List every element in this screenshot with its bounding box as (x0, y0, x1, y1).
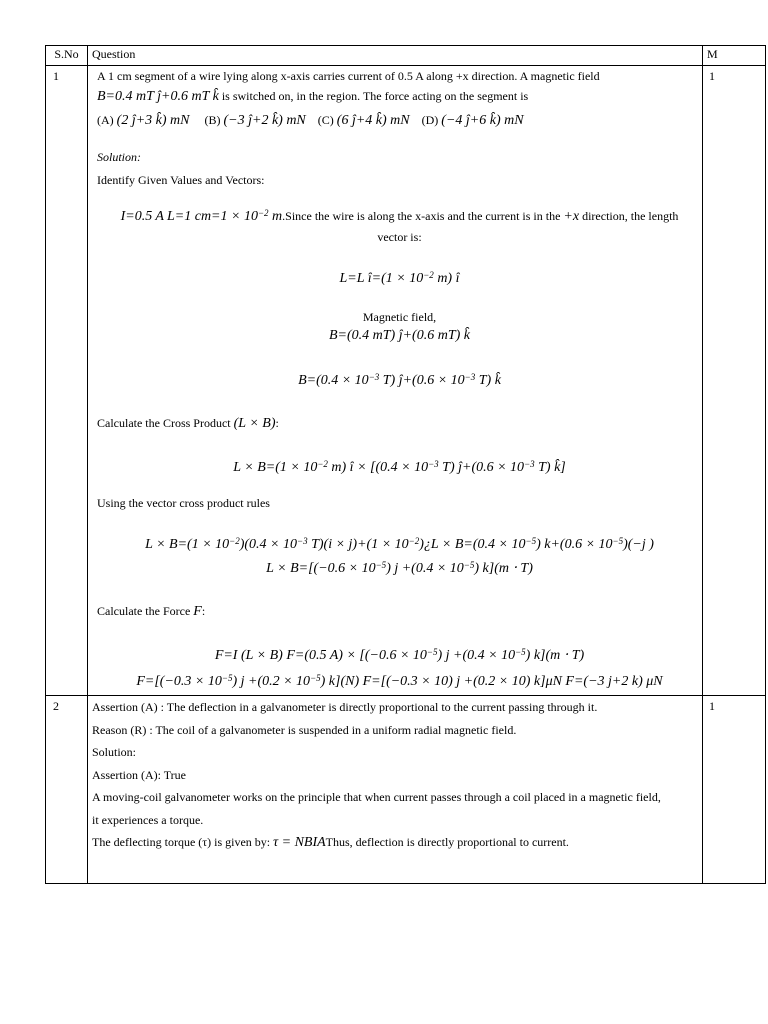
current-value: I=0.5 A (120, 209, 164, 224)
magnetic-field-caption: Magnetic field, (362, 310, 437, 324)
option-c: (6 ĵ+4 k̂) mN (336, 113, 410, 128)
length-explanation-tail: direction, the length (582, 209, 679, 223)
option-a-label: (A) (97, 113, 114, 127)
answer-key-sheet (45, 45, 766, 884)
torque-text: The deflecting torque (τ) is given by: (92, 835, 271, 849)
question-number: 2 (46, 696, 88, 884)
blank-space (92, 855, 702, 883)
question-header: Question (88, 46, 703, 66)
table-row (46, 66, 766, 696)
reason-text: Reason (R) : The coil of a galvanometer is suspended in a uniform radial magnetic field. (92, 722, 517, 737)
cross-rules-equation-2: $L \times B=[(-0.6 \times 10^{-5})$ $j +(0.4 \times 10^{-5})$ k](m ⋅ T) (266, 560, 533, 576)
sno-header: S.No (46, 46, 88, 66)
cross-product-heading: Calculate the Cross Product (97, 416, 231, 430)
field-equation-2: $B=(0.4 \times 10^{-3}$ T) ĵ+(0.6 × $10^{-3}$ T) k̂ (298, 372, 501, 388)
assertion-true-text: Assertion (A): True (92, 767, 187, 782)
option-b-label: (B) (204, 113, 221, 127)
given-values-heading: Identify Given Values and Vectors: (97, 173, 265, 187)
question-stem-line-2 (97, 85, 702, 108)
torque-line (92, 831, 702, 855)
solution-label: Solution: (97, 150, 141, 164)
force-equation-2: $F=[(-0.3 \times 10^{-5})$ $j +(0.2 \times 10^{-5})$ k](N) F=[(−0.3 × 10) j +(0.2 × 10) k]μN F=(−3 j+2 k) μN (136, 673, 663, 689)
table-row (46, 696, 766, 884)
option-b: (−3 ĵ+2 k̂) mN (223, 113, 306, 128)
solution-label: Solution: (92, 745, 137, 759)
force-heading: Calculate the Force (97, 604, 191, 618)
principle-text: A moving-coil galvanometer works on the principle that when current passes through a coil placed in a magnetic field, (92, 790, 661, 804)
question-marks: 1 (703, 696, 766, 884)
question-table (45, 45, 766, 884)
question-stem: A 1 cm segment of a wire lying along x-axis carries current of 0.5 A along +x direction. A magnetic field (97, 69, 600, 83)
cross-product-equation: $L \times B=(1 \times 10^{-2}$ m) î × [($0.4 \times 10^{-3}$ T) ĵ+(0.6 × $10^{-3}$ T) k̂] (233, 459, 566, 475)
length-value: L=1 $cm=1 \times 10^{-2}$ m (167, 208, 283, 224)
principle-text-2: it experiences a torque. (92, 812, 204, 827)
torque-equation: τ = NBIA (273, 835, 326, 850)
option-d-label: (D) (421, 113, 439, 127)
question-number: 1 (46, 66, 88, 696)
option-a: (2 ĵ+3 k̂) mN (116, 113, 190, 128)
option-d: (−4 ĵ+6 k̂) mN (441, 113, 524, 128)
question-cell (88, 66, 703, 696)
force-symbol: F (193, 604, 202, 619)
question-marks: 1 (703, 66, 766, 696)
conclusion-text: Thus, deflection is directly proportional to current. (325, 835, 569, 849)
question-cell (88, 696, 703, 884)
cross-product-expression: (L × B) (233, 416, 276, 431)
option-c-label: (C) (317, 113, 334, 127)
options-row (97, 108, 702, 133)
cross-product-heading-row: Calculate the Cross Product (L × B): (97, 416, 279, 431)
cross-rules-equation-1: $L \times B=(1 \times 10^{-2})(0.4 \times 10^{-3}$ $T)(i \times j)+(1 \times 10^{-2})¿L \times B=(0.4 \times 10^{-5})$ $k+(0.6 \times 10^{-5})(-j$ ) (145, 536, 654, 552)
plus-x-direction: +x (563, 209, 580, 224)
field-expression: B=0.4 mT ĵ+0.6 mT k̂ (97, 89, 219, 104)
marks-header: M (703, 46, 766, 66)
force-equation-1: F=I (L × B) F=(0.5 $A) \times [(-0.6 \times 10^{-5})$ $j +(0.4 \times 10^{-5})$ k](m ⋅ T) (214, 647, 585, 663)
table-header-row (46, 46, 766, 66)
question-stem-tail: is switched on, in the region. The force acting on the segment is (221, 89, 529, 103)
cross-rules-text: Using the vector cross product rules (97, 496, 270, 510)
assertion-text: Assertion (A) : The deflection in a galvanometer is directly proportional to the current passing through it. (92, 700, 598, 714)
force-heading-row: Calculate the Force F: (97, 604, 206, 619)
field-equation-1: B=(0.4 mT) ĵ+(0.6 mT) k̂ (329, 328, 470, 343)
vector-is-label: vector is: (377, 230, 422, 244)
given-values-line (97, 205, 702, 228)
length-vector-equation: L=L î=(1 × $10^{-2}$ m) î (339, 270, 460, 286)
length-explanation: .Since the wire is along the x-axis and the current is in the (282, 209, 561, 223)
